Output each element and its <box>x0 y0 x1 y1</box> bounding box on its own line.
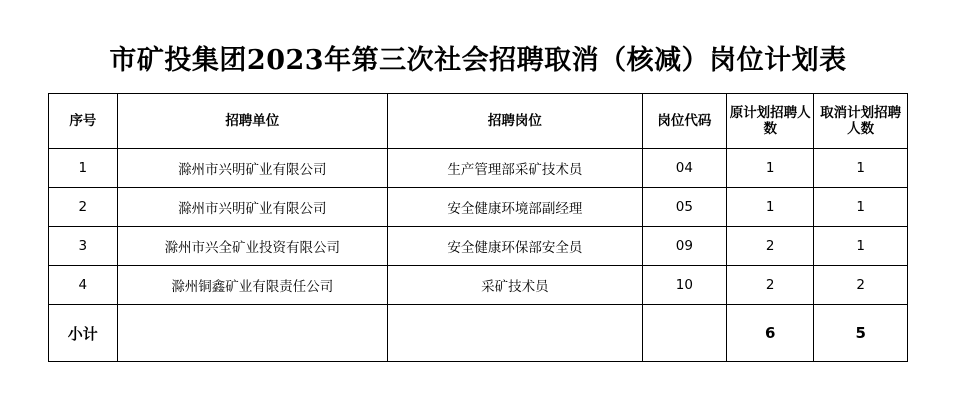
cell-total-label: 小计 <box>49 305 118 362</box>
cell-post: 安全健康环保部安全员 <box>388 227 643 266</box>
table-row <box>49 227 908 266</box>
page-title: 市矿投集团2023年第三次社会招聘取消（核减）岗位计划表 <box>109 45 847 76</box>
cell-post: 生产管理部采矿技术员 <box>388 149 643 188</box>
cell-code: 10 <box>642 266 726 305</box>
column-header-cancelled: 取消计划招聘人数 <box>814 94 908 149</box>
column-header-unit: 招聘单位 <box>117 94 387 149</box>
table-row <box>49 188 908 227</box>
cell-cancelled: 1 <box>814 149 908 188</box>
cell-post: 采矿技术员 <box>388 266 643 305</box>
column-header-post: 招聘岗位 <box>388 94 643 149</box>
cell-post: 安全健康环境部副经理 <box>388 188 643 227</box>
cell-unit: 滁州市兴全矿业投资有限公司 <box>117 227 387 266</box>
cell-total-unit <box>117 305 387 362</box>
table-total-row <box>49 305 908 362</box>
cell-original: 2 <box>727 227 814 266</box>
recruitment-plan-table <box>48 93 908 362</box>
table-row <box>49 266 908 305</box>
table-header <box>49 94 908 149</box>
cell-unit: 滁州铜鑫矿业有限责任公司 <box>117 266 387 305</box>
cell-index: 4 <box>49 266 118 305</box>
cell-unit: 滁州市兴明矿业有限公司 <box>117 188 387 227</box>
cell-index: 3 <box>49 227 118 266</box>
cell-cancelled: 1 <box>814 188 908 227</box>
column-header-index: 序号 <box>49 94 118 149</box>
column-header-original: 原计划招聘人数 <box>727 94 814 149</box>
cell-index: 1 <box>49 149 118 188</box>
cell-original: 1 <box>727 149 814 188</box>
table-body <box>49 149 908 362</box>
cell-cancelled: 2 <box>814 266 908 305</box>
cell-index: 2 <box>49 188 118 227</box>
cell-original: 1 <box>727 188 814 227</box>
cell-original: 2 <box>727 266 814 305</box>
table-header-row <box>49 94 908 149</box>
cell-total-original: 6 <box>727 305 814 362</box>
cell-code: 04 <box>642 149 726 188</box>
cell-total-code <box>642 305 726 362</box>
table-container <box>0 93 956 362</box>
cell-cancelled: 1 <box>814 227 908 266</box>
cell-total-cancelled: 5 <box>814 305 908 362</box>
cell-total-post <box>388 305 643 362</box>
cell-unit: 滁州市兴明矿业有限公司 <box>117 149 387 188</box>
cell-code: 05 <box>642 188 726 227</box>
column-header-code: 岗位代码 <box>642 94 726 149</box>
table-row <box>49 149 908 188</box>
cell-code: 09 <box>642 227 726 266</box>
